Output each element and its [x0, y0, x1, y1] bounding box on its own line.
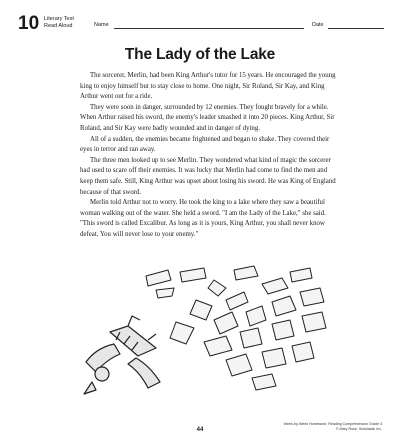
broken-sword-illustration — [76, 262, 336, 410]
story-text — [80, 71, 338, 241]
page-header — [18, 14, 384, 34]
paragraph: The three men looked up to see Merlin. They wondered what kind of magic the sorcerer had used to scare off their enemies. It was lucky that Merlin had come to find the men and keep them safe. Still, King Arthur was upset about losing his sword. He was King of England because of that sword. — [80, 156, 336, 196]
story-title: The Lady of the Lake — [124, 46, 276, 63]
lesson-type — [44, 16, 74, 30]
lesson-type-line2: Read Aloud — [44, 23, 73, 29]
copyright-credit — [270, 422, 382, 432]
paragraph: The sorcerer, Merlin, had been King Arthur's tutor for 15 years. He encouraged the young king to enjoy himself but to stay close to home. One night, Sir Roland, Sir Kay, and King Arthur went out for a ride. — [80, 72, 336, 101]
name-label: Name — [94, 22, 109, 28]
page-number: 44 — [196, 427, 204, 433]
credit-line1: Week-by-Week Homework: Reading Comprehension Grade 3 — [283, 422, 382, 426]
sword-hilt — [84, 316, 160, 394]
credit-line2: © Mary Rose, Scholastic Inc. — [335, 427, 382, 431]
lesson-number: 10 — [18, 13, 40, 34]
lesson-type-line1: Literary Text — [44, 16, 74, 22]
date-line[interactable] — [328, 28, 384, 29]
paragraph: They were soon in danger, surrounded by 12 enemies. They fought bravely for a while. When Arthur raised his sword, the enemy's leader smashed it into 20 pieces. King Arthur, Sir Roland, and Sir Kay were badly wounded and in danger of dying. — [80, 103, 335, 132]
sword-fragments — [146, 266, 326, 390]
paragraph: All of a sudden, the enemies became frightened and began to shake. They covered their eyes in terror and ran away. — [80, 135, 330, 154]
date-label: Date — [312, 22, 324, 28]
paragraph: Merlin told Arthur not to worry. He took the king to a lake where they saw a beautiful woman walking out of the water. She held a sword. "I am the Lady of the Lake," she said. "This sword is called Excalibur. As long as it is yours, King Arthur, you shall never know defeat. You will never lose to your enemy." — [80, 199, 326, 238]
name-line[interactable] — [114, 28, 304, 29]
